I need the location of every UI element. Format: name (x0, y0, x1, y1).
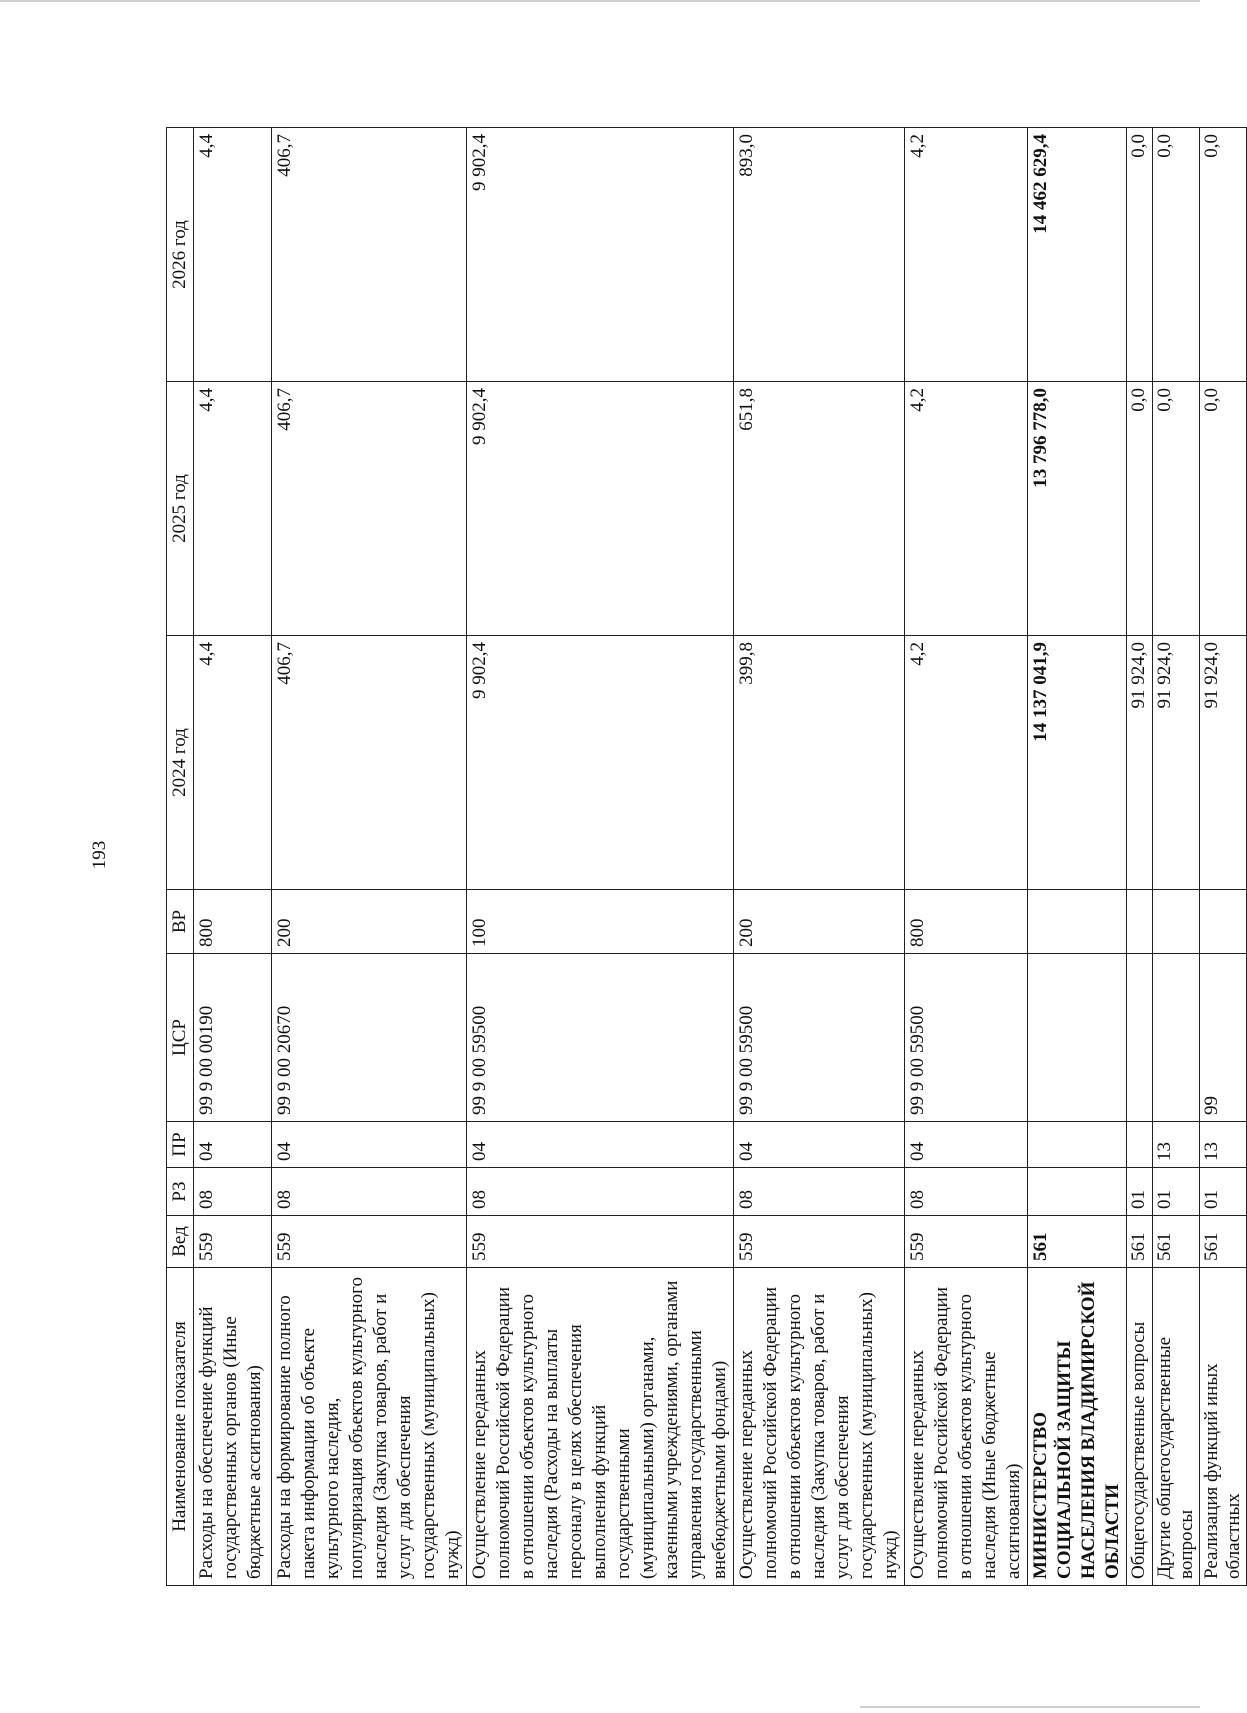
header-pr: ПР (167, 1122, 194, 1168)
cell-name: Общегосударственные вопросы (1127, 1268, 1153, 1586)
cell-2026: 9 902,4 (467, 128, 734, 382)
cell-name: Осуществление переданных полномочий Российской Федерации в отношении объектов культурного наследия (Закупка товаров, работ и услуг для обеспечения государственных (муниципальных) нужд) (734, 1268, 905, 1586)
cell-csr: 99 (1200, 954, 1247, 1122)
cell-csr: 99 9 00 20670 (272, 954, 467, 1122)
header-rz: РЗ (167, 1168, 194, 1216)
cell-ved: 561 (1127, 1216, 1153, 1268)
cell-2026: 406,7 (272, 128, 467, 382)
cell-vr: 200 (734, 890, 905, 954)
table-row (272, 128, 467, 1586)
cell-2025: 0,0 (1153, 382, 1200, 636)
cell-rz: 08 (905, 1168, 1028, 1216)
table-row (734, 128, 905, 1586)
cell-vr: 800 (194, 890, 272, 954)
table-row (1127, 128, 1153, 1586)
cell-rz: 01 (1200, 1168, 1247, 1216)
cell-name: Осуществление переданных полномочий Российской Федерации в отношении объектов культурного наследия (Расходы на выплаты персоналу в целях обеспечения выполнения функций государственными (муниципальными) органами, казенными учреждениями, органами управления государственными внебюджетными фондами) (467, 1268, 734, 1586)
cell-rz: 01 (1127, 1168, 1153, 1216)
cell-pr (1127, 1122, 1153, 1168)
table-row (1153, 128, 1200, 1586)
cell-2024: 91 924,0 (1153, 636, 1200, 890)
cell-name: Другие общегосударственные вопросы (1153, 1268, 1200, 1586)
cell-name: Расходы на обеспечение функций государственных органов (Иные бюджетные ассигнования) (194, 1268, 272, 1586)
cell-rz: 08 (734, 1168, 905, 1216)
cell-name: МИНИСТЕРСТВО СОЦИАЛЬНОЙ ЗАЩИТЫ НАСЕЛЕНИЯ ВЛАДИМИРСКОЙ ОБЛАСТИ (1028, 1268, 1127, 1586)
cell-2024: 406,7 (272, 636, 467, 890)
cell-rz (1028, 1168, 1127, 1216)
table-header-row (167, 128, 194, 1586)
cell-csr (1028, 954, 1127, 1122)
cell-vr: 100 (467, 890, 734, 954)
header-name: Наименование показателя (167, 1268, 194, 1586)
cell-pr: 04 (272, 1122, 467, 1168)
cell-rz: 08 (272, 1168, 467, 1216)
scan-edge-top (0, 0, 1200, 2)
cell-rz: 01 (1153, 1168, 1200, 1216)
table-row (905, 128, 1028, 1586)
cell-csr: 99 9 00 59500 (467, 954, 734, 1122)
cell-pr: 04 (734, 1122, 905, 1168)
cell-name: Осуществление переданных полномочий Российской Федерации в отношении объектов культурного наследия (Иные бюджетные ассигнования) (905, 1268, 1028, 1586)
table-row (1200, 128, 1247, 1586)
cell-2024: 399,8 (734, 636, 905, 890)
cell-pr: 13 (1153, 1122, 1200, 1168)
cell-2024: 4,2 (905, 636, 1028, 890)
cell-ved: 561 (1200, 1216, 1247, 1268)
header-2025: 2025 год (167, 382, 194, 636)
cell-vr: 200 (272, 890, 467, 954)
cell-pr: 04 (467, 1122, 734, 1168)
cell-2025: 0,0 (1200, 382, 1247, 636)
cell-2024: 9 902,4 (467, 636, 734, 890)
cell-2026: 4,4 (194, 128, 272, 382)
cell-2024: 4,4 (194, 636, 272, 890)
rotated-page-content (166, 128, 1244, 1586)
cell-2025: 651,8 (734, 382, 905, 636)
cell-2024: 14 137 041,9 (1028, 636, 1127, 890)
header-ved: Вед (167, 1216, 194, 1268)
cell-2025: 0,0 (1127, 382, 1153, 636)
header-vr: ВР (167, 890, 194, 954)
table-row (1028, 128, 1127, 1586)
cell-csr (1153, 954, 1200, 1122)
cell-2025: 4,4 (194, 382, 272, 636)
cell-vr: 800 (905, 890, 1028, 954)
cell-pr: 04 (905, 1122, 1028, 1168)
cell-vr (1153, 890, 1200, 954)
page-number: 193 (89, 840, 110, 870)
cell-2026: 893,0 (734, 128, 905, 382)
cell-2024: 91 924,0 (1127, 636, 1153, 890)
cell-ved: 559 (194, 1216, 272, 1268)
cell-rz: 08 (467, 1168, 734, 1216)
cell-csr: 99 9 00 59500 (905, 954, 1028, 1122)
cell-vr (1127, 890, 1153, 954)
cell-2026: 0,0 (1127, 128, 1153, 382)
cell-ved: 559 (467, 1216, 734, 1268)
cell-2026: 14 462 629,4 (1028, 128, 1127, 382)
cell-2025: 406,7 (272, 382, 467, 636)
cell-vr (1200, 890, 1247, 954)
cell-2026: 0,0 (1200, 128, 1247, 382)
header-csr: ЦСР (167, 954, 194, 1122)
cell-pr (1028, 1122, 1127, 1168)
table-row (467, 128, 734, 1586)
cell-ved: 559 (734, 1216, 905, 1268)
cell-2025: 4,2 (905, 382, 1028, 636)
cell-csr: 99 9 00 00190 (194, 954, 272, 1122)
cell-csr (1127, 954, 1153, 1122)
header-2024: 2024 год (167, 636, 194, 890)
cell-pr: 04 (194, 1122, 272, 1168)
cell-ved: 561 (1028, 1216, 1127, 1268)
cell-2026: 4,2 (905, 128, 1028, 382)
budget-table (166, 127, 1247, 1586)
cell-ved: 559 (272, 1216, 467, 1268)
scan-edge-bottom (860, 1706, 1200, 1708)
cell-ved: 561 (1153, 1216, 1200, 1268)
cell-2024: 91 924,0 (1200, 636, 1247, 890)
cell-name: Расходы на формирование полного пакета информации об объекте культурного наследия, популяризация объектов культурного наследия (Закупка товаров, работ и услуг для обеспечения государственных (муниципальных) нужд) (272, 1268, 467, 1586)
cell-ved: 559 (905, 1216, 1028, 1268)
cell-pr: 13 (1200, 1122, 1247, 1168)
cell-2025: 13 796 778,0 (1028, 382, 1127, 636)
table-row (194, 128, 272, 1586)
cell-vr (1028, 890, 1127, 954)
header-2026: 2026 год (167, 128, 194, 382)
cell-rz: 08 (194, 1168, 272, 1216)
cell-2025: 9 902,4 (467, 382, 734, 636)
cell-name: Реализация функций иных областных (1200, 1268, 1247, 1586)
cell-csr: 99 9 00 59500 (734, 954, 905, 1122)
cell-2026: 0,0 (1153, 128, 1200, 382)
